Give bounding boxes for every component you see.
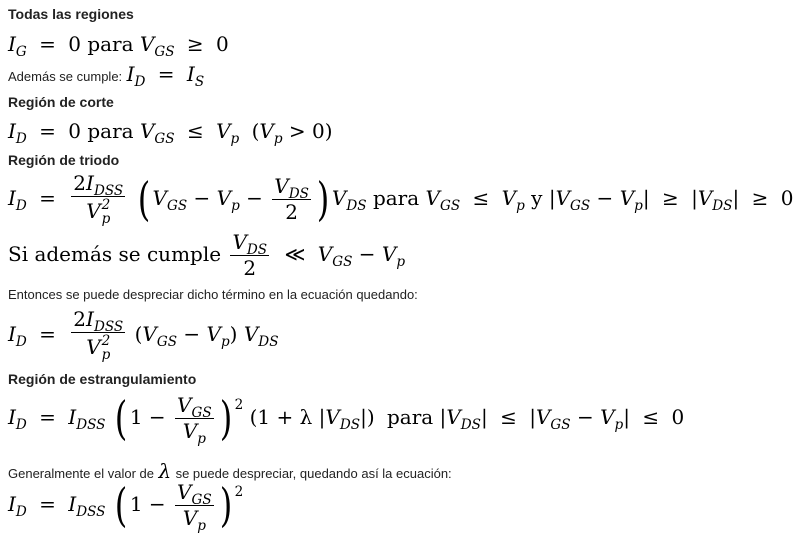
equation-gate-current: $I_G = 0$ para $V_{GS} \ge 0$ <box>8 32 229 60</box>
also-line <box>8 62 205 90</box>
lambda-symbol: λ <box>158 459 172 483</box>
equation-saturation: $I_D = I_{DSS}$ ( 1 − $\frac{V_{GS}}{V_p}$ ) $^2$ (1 + λ $|V_{DS}|$) para $|V_{DS}| \le |V_{GS} - V_p| \le 0$ <box>8 390 685 447</box>
heading-triode: Región de triodo <box>8 152 120 168</box>
fraction-vgs-vp-simplified: $\frac{V_{GS}}{V_p}$ <box>177 480 212 534</box>
fraction-2idss-vp2: $2I_{DSS}$ V 2 p <box>73 171 124 227</box>
triode-note: Entonces se puede despreciar dicho término en la ecuación quedando: <box>8 287 418 302</box>
also-text: Además se cumple: <box>8 69 123 84</box>
heading-saturation: Región de estrangulamiento <box>8 371 197 387</box>
fraction-vgs-vp: $\frac{V_{GS}}{V_p}$ <box>177 393 212 447</box>
equation-triode-condition: Si además se cumple $\frac{V_{DS}}{2}$ ≪ $V_{GS} - V_p$ <box>8 230 406 280</box>
equation-cutoff: $I_D = 0$ para $V_{GS} \le V_p$ $(V_p > 0)$ <box>8 119 333 147</box>
equation-triode-simplified: $I_D$ = $2I_{DSS}$ V 2 p $(V_{GS} - V_p)$ $V_{DS}$ <box>8 307 279 363</box>
equation-drain-source: $I_D = I_S$ <box>126 62 205 90</box>
saturation-note-suffix: se puede despreciar, quedando así la ecuación: <box>175 466 452 481</box>
fraction-vds-2-cond: $\frac{V_{DS}}{2}$ <box>232 230 268 280</box>
heading-cutoff: Región de corte <box>8 94 114 110</box>
heading-all-regions: Todas las regiones <box>8 6 134 22</box>
equation-saturation-simplified: $I_D = I_{DSS}$ ( 1 − $\frac{V_{GS}}{V_p}$ ) $^2$ <box>8 477 244 534</box>
saturation-note-prefix: Generalmente el valor de <box>8 466 154 481</box>
equation-triode: $I_D$ = $2I_{DSS}$ V 2 p ( $V_{GS} - V_p$ − $\frac{V_{DS}}{2}$ ) $V_{DS}$ para $V_{GS} \le V_p$ y $|V_{GS} - V_p| \ge |V_{DS}| \ge 0$ <box>8 171 793 227</box>
fraction-vds-2: $\frac{V_{DS}}{2}$ <box>274 174 309 225</box>
fraction-2idss-vp2-simplified: $2I_{DSS}$ V 2 p <box>73 307 124 363</box>
